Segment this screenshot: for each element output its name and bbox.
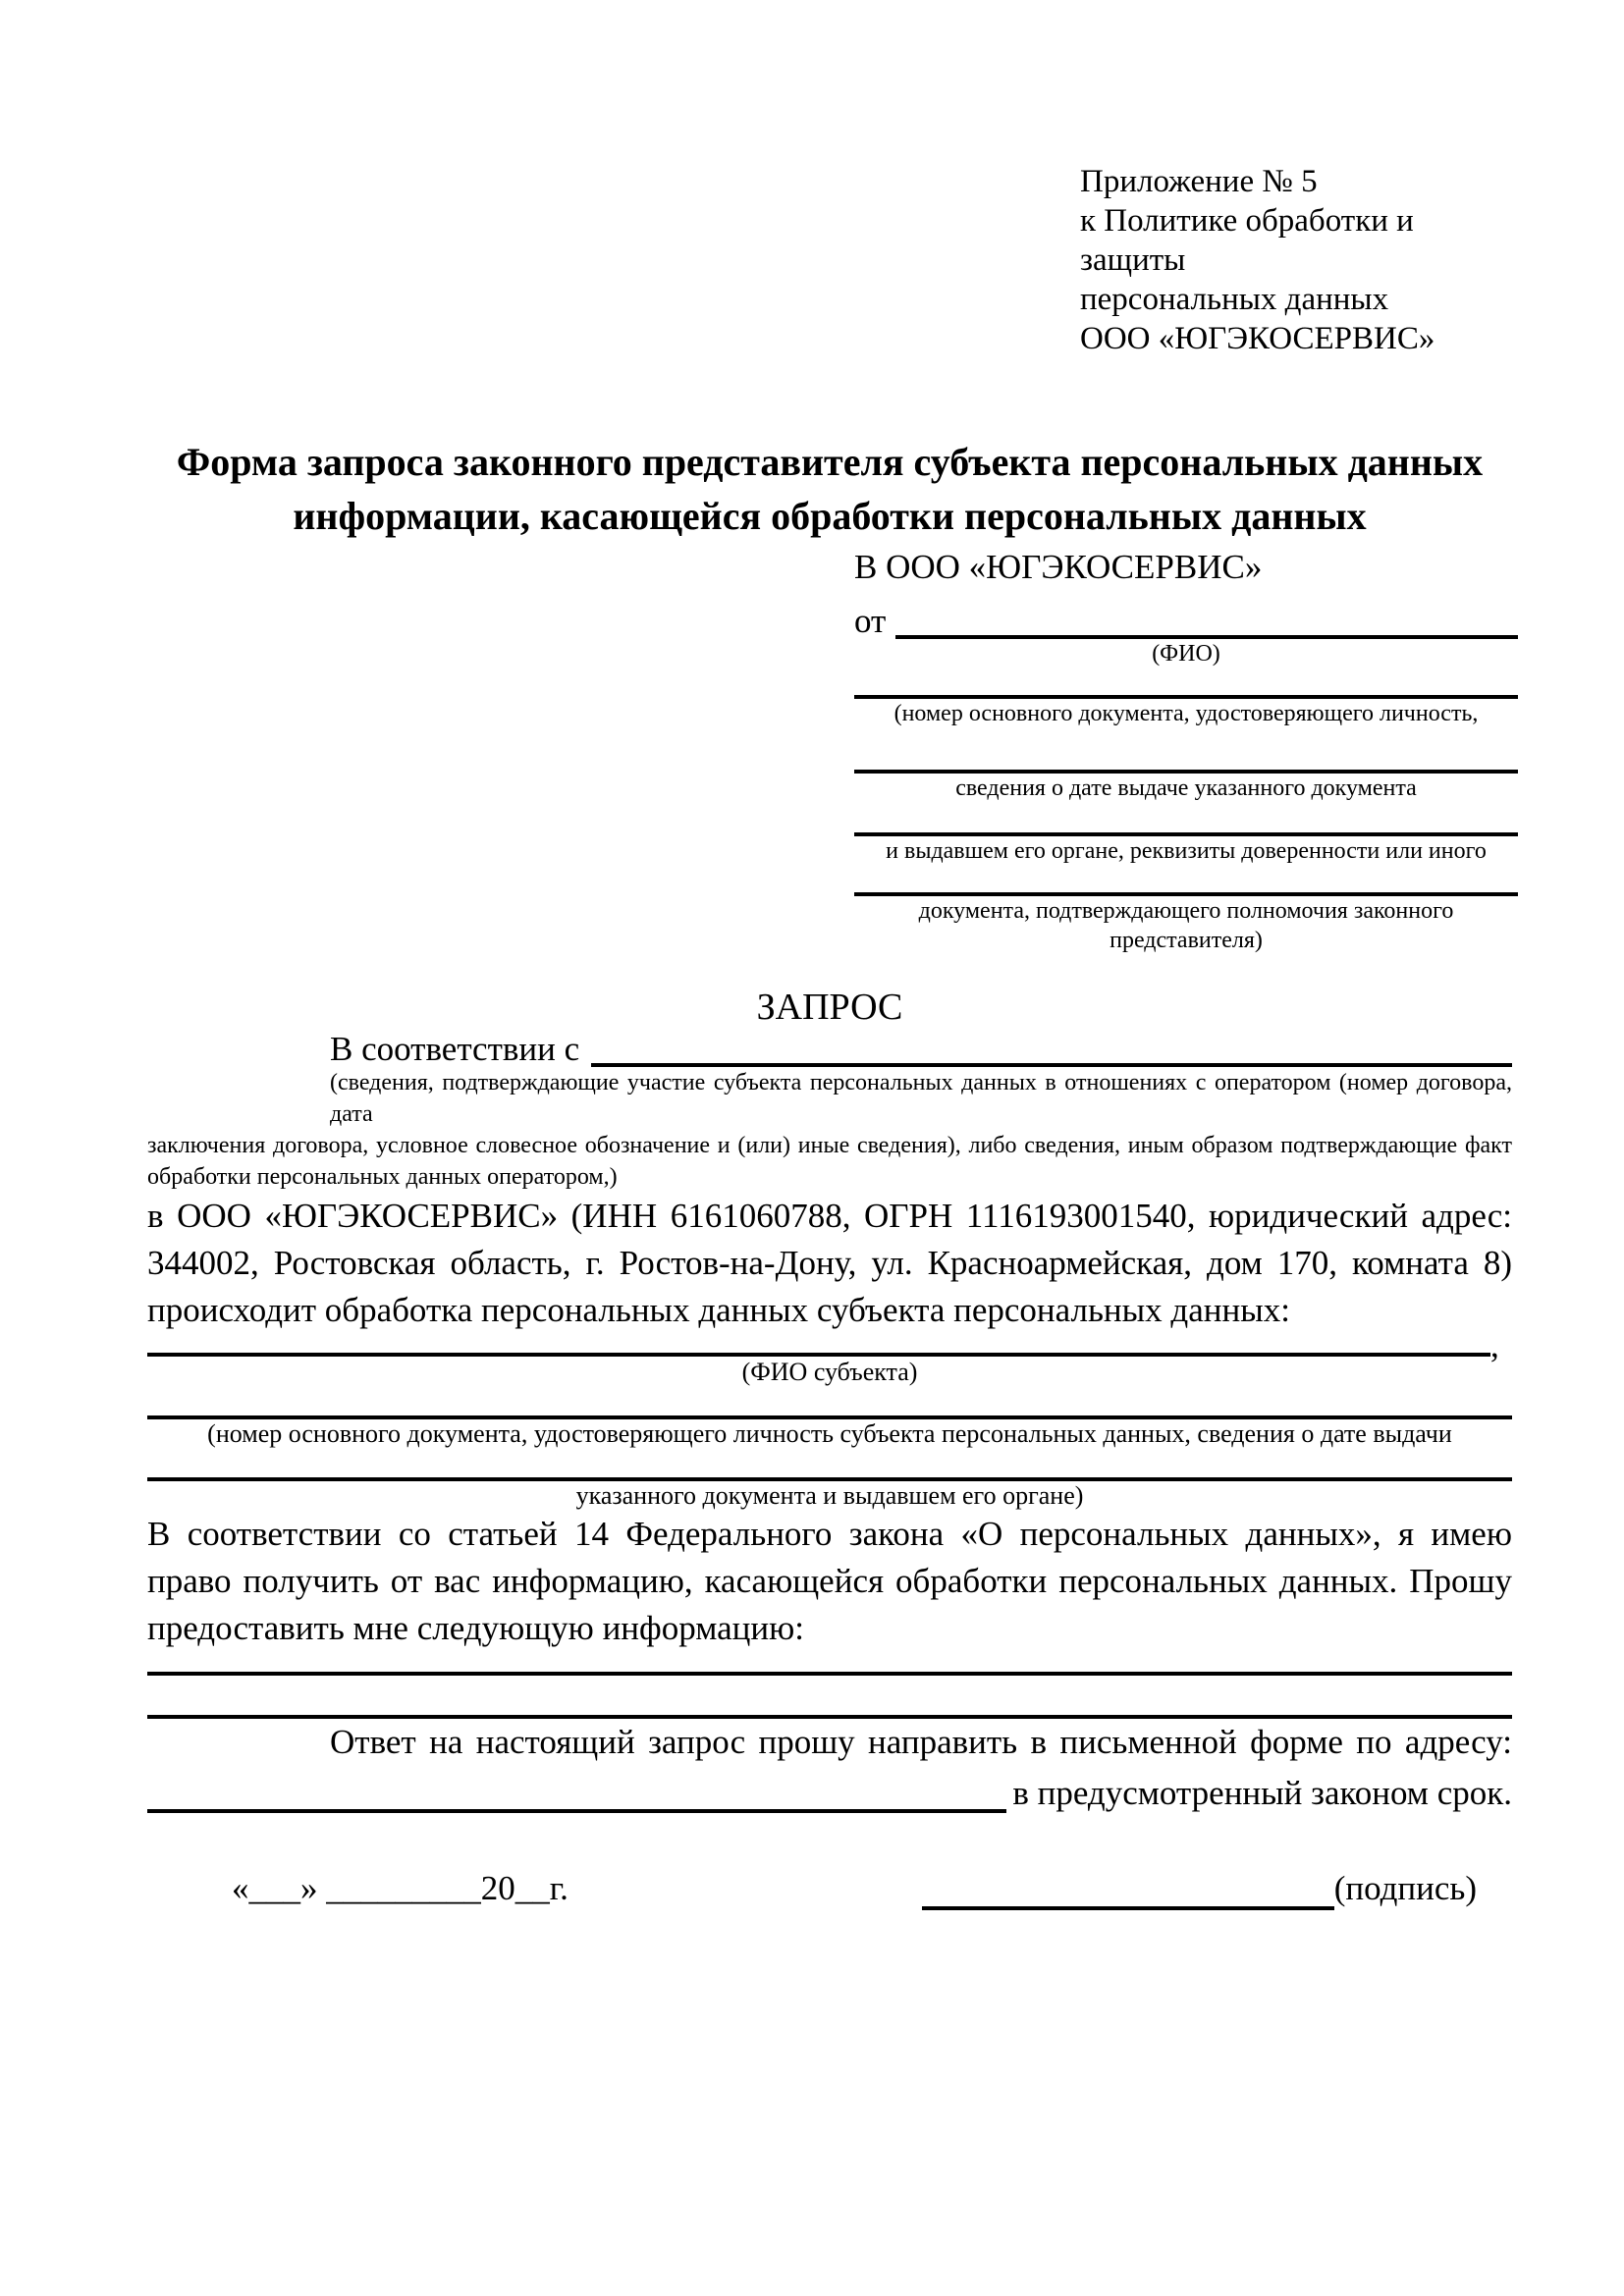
law-paragraph-line-1: В соответствии со статьей 14 Федерального закона «О персональных данных», я имею <box>147 1515 1512 1553</box>
operator-paragraph-line-1: в ООО «ЮГЭКОСЕРВИС» (ИНН 6161060788, ОГРН 1116193001540, юридический адрес: <box>147 1197 1512 1235</box>
representative-doc-caption-1: (номер основного документа, удостоверяющего личность, <box>893 701 1479 726</box>
signature-group <box>922 1867 1477 1910</box>
reply-address-row <box>147 1766 1512 1813</box>
subject-fio-blank-line <box>147 1353 1490 1357</box>
appendix-note <box>1080 162 1512 358</box>
subject-doc-blank-line-1 <box>147 1387 1512 1419</box>
signature-caption: (подпись) <box>1333 1869 1477 1907</box>
addressee-block <box>854 543 1518 955</box>
appendix-line-3: персональных данных <box>1080 282 1389 317</box>
form-title-line-2: информации, касающейся обработки персональных данных <box>293 494 1367 538</box>
basis-note-line-3: обработки персональных данных оператором,) <box>147 1164 618 1190</box>
representative-doc-blank-line-1 <box>854 668 1518 699</box>
representative-doc-blank-line-2 <box>854 728 1518 774</box>
reply-address-text: Ответ на настоящий запрос прошу направить в письменной форме по адресу: <box>330 1723 1512 1761</box>
operator-paragraph <box>147 1193 1512 1334</box>
basis-note <box>147 1067 1512 1193</box>
representative-doc-caption-2: сведения о дате выдаче указанного документа <box>955 775 1417 801</box>
representative-doc-blank-line-4 <box>854 866 1518 896</box>
subject-doc-caption-2: указанного документа и выдавшем его органе) <box>575 1481 1084 1510</box>
subject-fio-line-suffix: , <box>1490 1326 1499 1364</box>
subject-doc-caption-1: (номер основного документа, удостоверяющего личность субъекта персональных данных, сведения о дате выдачи <box>207 1419 1452 1448</box>
basis-label: В соответствии с <box>330 1030 580 1068</box>
subject-doc-blank-line-2 <box>147 1449 1512 1481</box>
reply-address-blank-line <box>147 1809 1006 1813</box>
basis-note-line-2: заключения договора, условное словесное обозначение и (или) иные сведения), либо сведения, иным образом подтверждающие факт <box>147 1133 1512 1158</box>
signature-row <box>232 1867 1512 1910</box>
appendix-line-2: к Политике обработки и защиты <box>1080 203 1414 278</box>
date-field: «___» _________20__г. <box>232 1869 568 1907</box>
representative-doc-caption-3: и выдавшем его органе, реквизиты доверенности или иного <box>886 838 1487 864</box>
info-request-blank-line-2 <box>147 1676 1512 1719</box>
basis-note-line-1: (сведения, подтверждающие участие субъекта персональных данных в отношениях с оператором (номер договора, дата <box>330 1070 1512 1127</box>
law-paragraph-line-3: предоставить мне следующую информацию: <box>147 1609 804 1647</box>
form-title <box>147 435 1512 543</box>
reply-tail-text: в предусмотренный законом срок. <box>1012 1774 1512 1812</box>
operator-paragraph-line-3: происходит обработка персональных данных субъекта персональных данных: <box>147 1291 1290 1329</box>
signature-blank-line <box>922 1867 1334 1910</box>
representative-doc-caption-4: документа, подтверждающего полномочия законного представителя) <box>918 898 1454 953</box>
appendix-line-4: ООО «ЮГЭКОСЕРВИС» <box>1080 321 1435 356</box>
subject-fio-row <box>147 1326 1512 1364</box>
from-field-row <box>854 592 1518 639</box>
appendix-line-1: Приложение № 5 <box>1080 164 1318 199</box>
basis-field-row <box>147 1032 1512 1067</box>
subject-fio-caption: (ФИО субъекта) <box>741 1358 918 1386</box>
info-request-blank-line-1 <box>147 1652 1512 1676</box>
law-paragraph-line-2: право получить от вас информацию, касающейся обработки персональных данных. Прошу <box>147 1562 1512 1600</box>
law-paragraph <box>147 1511 1512 1652</box>
representative-doc-blank-line-3 <box>854 803 1518 836</box>
request-heading: ЗАПРОС <box>756 987 903 1028</box>
representative-fio-caption: (ФИО) <box>1152 641 1220 667</box>
addressee-to-text: В ООО «ЮГЭКОСЕРВИС» <box>854 548 1263 586</box>
form-title-line-1: Форма запроса законного представителя субъекта персональных данных <box>176 440 1484 484</box>
operator-paragraph-line-2: 344002, Ростовская область, г. Ростов-на-Дону, ул. Красноармейская, дом 170, комната 8) <box>147 1244 1512 1282</box>
from-label: от <box>854 602 887 640</box>
